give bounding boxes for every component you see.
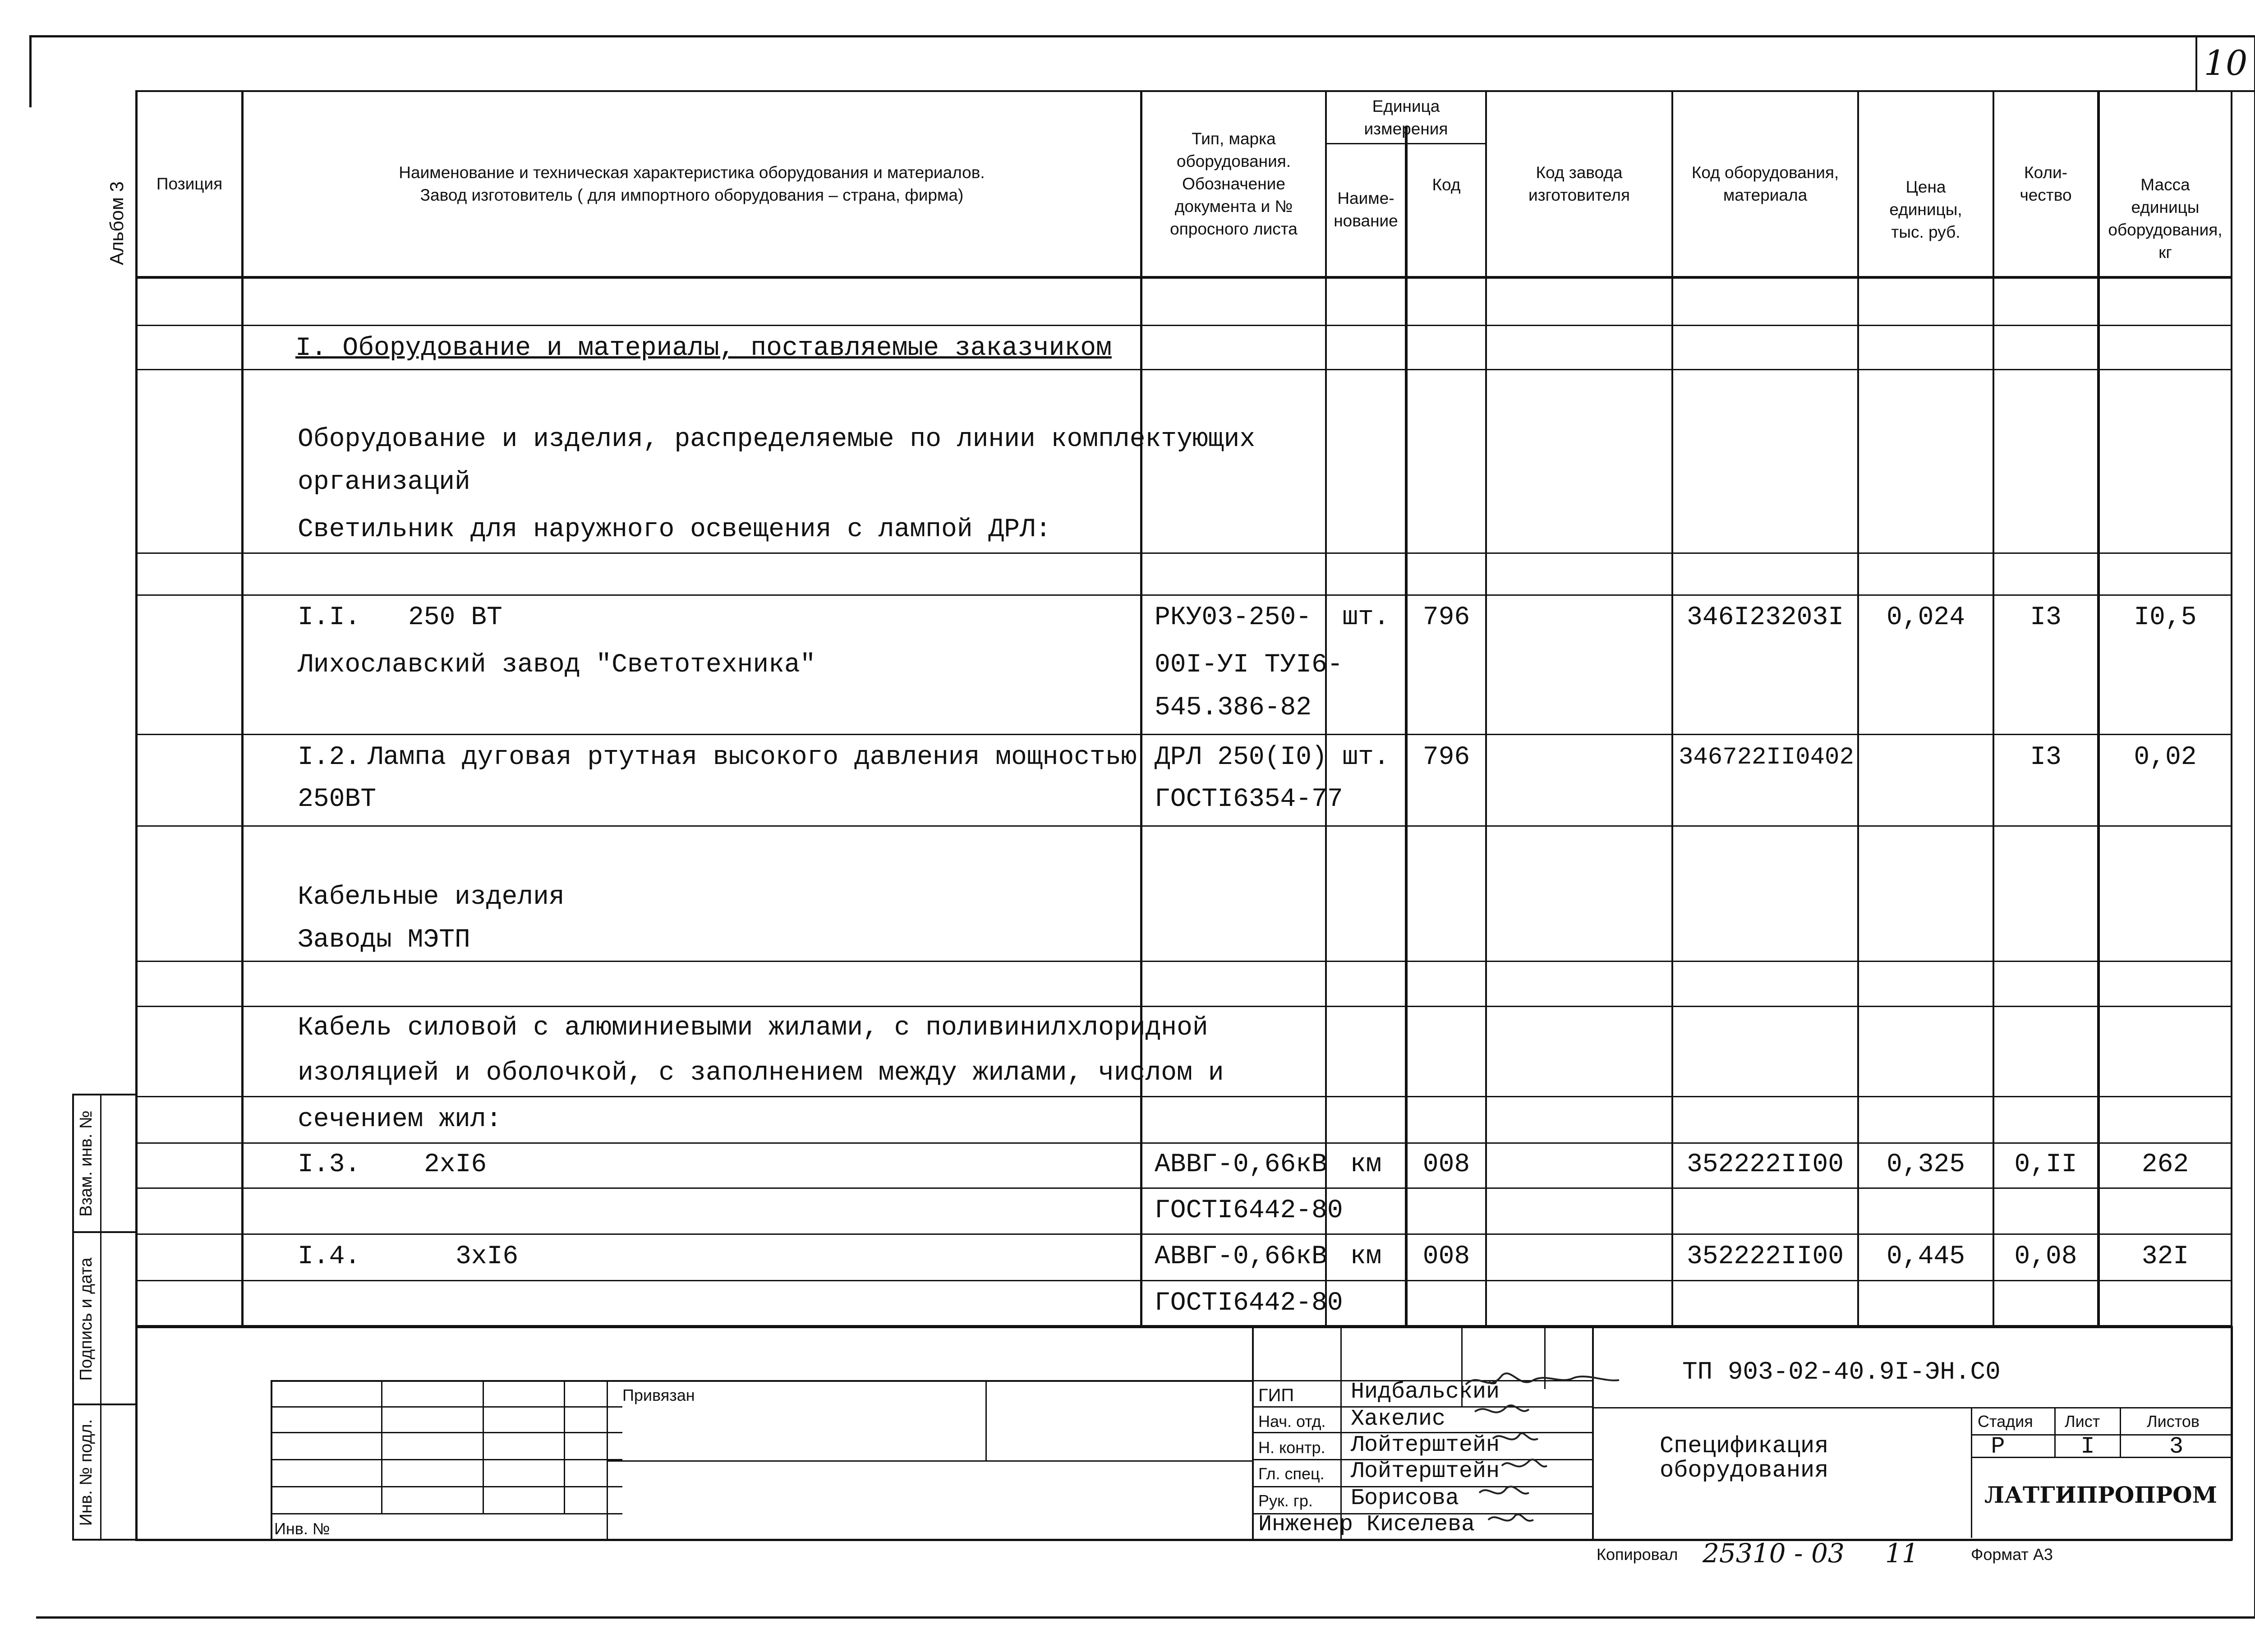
row-name: Лампа дуговая ртутная высокого давления мощностью bbox=[368, 743, 1137, 772]
row-text: сечением жил: bbox=[298, 1105, 502, 1134]
row-name: 250ВТ bbox=[298, 785, 377, 814]
role-group-head: Рук. гр. bbox=[1258, 1491, 1313, 1510]
row-price: 0,325 bbox=[1886, 1150, 1965, 1179]
row-quantity: 0,II bbox=[2014, 1150, 2077, 1179]
row-name: 250 ВТ bbox=[408, 603, 502, 632]
engineer-line: Инженер Киселева bbox=[1258, 1512, 1475, 1537]
copied-value: 25310 - 03 bbox=[1703, 1538, 1845, 1569]
row-price: 0,024 bbox=[1886, 603, 1965, 632]
row-type: АВВГ-0,66кВ bbox=[1155, 1150, 1327, 1179]
replace-inv-label: Взам. инв. № bbox=[77, 1110, 96, 1217]
role-norm-control: Н. контр. bbox=[1258, 1438, 1325, 1457]
row-text: организаций bbox=[298, 468, 470, 497]
row-mass: 32I bbox=[2141, 1242, 2189, 1271]
col-header-quantity: Коли- чество bbox=[2020, 163, 2072, 204]
row-code: 796 bbox=[1422, 603, 1470, 632]
col-header-name: Наименование и техническая характеристика оборудования и материалов. Завод изготовитель ( для импортного оборудования – страна, фирма) bbox=[399, 163, 985, 204]
sheets-label: Листов bbox=[2147, 1412, 2200, 1431]
row-type: 545.386-82 bbox=[1155, 693, 1312, 722]
row-quantity: I3 bbox=[2030, 743, 2062, 772]
sheets-value: 3 bbox=[2169, 1433, 2184, 1460]
name-gip: Нидбальский bbox=[1351, 1379, 1500, 1405]
signature-date-label: Подпись и дата bbox=[77, 1257, 96, 1381]
row-equipment-code: 346722II0402 bbox=[1679, 744, 1854, 771]
row-text: Светильник для наружного освещения с лампой ДРЛ: bbox=[298, 515, 1051, 544]
col-header-unit-group: Единица измерения bbox=[1364, 97, 1448, 138]
row-equipment-code: 352222II00 bbox=[1686, 1150, 1844, 1179]
stage-value: Р bbox=[1991, 1433, 2005, 1460]
document-code: ТП 903-02-40.9I-ЭН.С0 bbox=[1682, 1357, 2001, 1386]
row-text: Заводы МЭТП bbox=[298, 925, 470, 955]
row-unit: км bbox=[1350, 1242, 1382, 1271]
section-title: I. Оборудование и материалы, поставляемые заказчиком bbox=[295, 334, 1112, 363]
row-text: Кабельные изделия bbox=[298, 883, 565, 912]
row-quantity: I3 bbox=[2030, 603, 2062, 632]
role-chief-spec: Гл. спец. bbox=[1258, 1464, 1325, 1483]
row-mass: 262 bbox=[2141, 1150, 2189, 1179]
row-position: I.4. bbox=[298, 1242, 361, 1271]
row-text: изоляцией и оболочкой, с заполнением между жилами, числом и bbox=[298, 1058, 1224, 1088]
col-header-position: Позиция bbox=[156, 174, 223, 193]
album-label: Альбом 3 bbox=[106, 181, 127, 265]
stage-label: Стадия bbox=[1978, 1412, 2033, 1431]
col-header-type: Тип, марка оборудования. Обозначение документа и № опросного листа bbox=[1170, 129, 1298, 238]
row-text: Оборудование и изделия, распределяемые по линии комплектующих bbox=[298, 425, 1256, 454]
row-type: ДРЛ 250(I0) bbox=[1155, 743, 1327, 772]
row-name: Лихославский завод "Светотехника" bbox=[298, 650, 816, 680]
role-dept-head: Нач. отд. bbox=[1258, 1412, 1326, 1431]
row-type: РКУ03-250- bbox=[1155, 603, 1312, 632]
format-label: Формат А3 bbox=[1971, 1545, 2053, 1564]
col-header-factory-code: Код завода изготовителя bbox=[1528, 163, 1630, 204]
row-code: 008 bbox=[1422, 1242, 1470, 1271]
attached-label: Привязан bbox=[622, 1386, 695, 1404]
inv-no-label: Инв. № bbox=[274, 1519, 330, 1538]
row-name: 3хI6 bbox=[456, 1242, 519, 1271]
role-gip: ГИП bbox=[1258, 1385, 1294, 1405]
row-type: АВВГ-0,66кВ bbox=[1155, 1242, 1327, 1271]
row-type: ГОСТI6442-80 bbox=[1155, 1196, 1343, 1225]
name-norm-control: Лойтерштейн bbox=[1351, 1432, 1500, 1458]
row-quantity: 0,08 bbox=[2014, 1242, 2077, 1271]
name-group-head: Борисова bbox=[1351, 1486, 1459, 1511]
col-header-unit-name: Наиме- нование bbox=[1334, 189, 1398, 230]
row-type: ГОСТI6354-77 bbox=[1155, 785, 1343, 814]
row-mass: 0,02 bbox=[2134, 743, 2197, 772]
col-header-unit-code: Код bbox=[1432, 175, 1461, 194]
copied-label: Копировал bbox=[1597, 1545, 1678, 1564]
sheet-value: I bbox=[2080, 1433, 2095, 1460]
row-equipment-code: 352222II00 bbox=[1686, 1242, 1844, 1271]
col-header-price: Цена единицы, тыс. руб. bbox=[1889, 178, 1962, 241]
row-name: 2хI6 bbox=[424, 1150, 487, 1179]
sheet-number: 10 bbox=[2204, 43, 2248, 83]
col-header-mass: Масса единицы оборудования, кг bbox=[2108, 175, 2223, 262]
row-position: I.3. bbox=[298, 1150, 361, 1179]
name-dept-head: Хакелис bbox=[1351, 1406, 1446, 1432]
row-unit: км bbox=[1350, 1150, 1382, 1179]
document-title: Спецификация оборудования bbox=[1660, 1433, 1829, 1484]
signatures-image bbox=[1461, 1357, 1669, 1547]
row-mass: I0,5 bbox=[2134, 603, 2197, 632]
original-inv-label: Инв. № подл. bbox=[77, 1419, 96, 1526]
copied-extra: 11 bbox=[1885, 1538, 1919, 1569]
row-position: I.I. bbox=[298, 603, 361, 632]
row-price: 0,445 bbox=[1886, 1242, 1965, 1271]
row-type: 00I-УI ТУI6- bbox=[1155, 650, 1343, 680]
row-equipment-code: 346I23203I bbox=[1686, 603, 1844, 632]
row-type: ГОСТI6442-80 bbox=[1155, 1288, 1343, 1318]
row-code: 796 bbox=[1422, 743, 1470, 772]
row-unit: шт. bbox=[1342, 603, 1390, 632]
organization-name: ЛАТГИПРОПРОМ bbox=[1984, 1482, 2217, 1508]
row-text: Кабель силовой с алюминиевыми жилами, с поливинилхлоридной bbox=[298, 1013, 1208, 1043]
row-code: 008 bbox=[1422, 1150, 1470, 1179]
row-position: I.2. bbox=[298, 743, 361, 772]
sheet-label: Лист bbox=[2065, 1412, 2100, 1431]
col-header-equipment-code: Код оборудования, материала bbox=[1691, 163, 1839, 204]
row-unit: шт. bbox=[1342, 743, 1390, 772]
name-chief-spec: Лойтерштейн bbox=[1351, 1459, 1500, 1484]
